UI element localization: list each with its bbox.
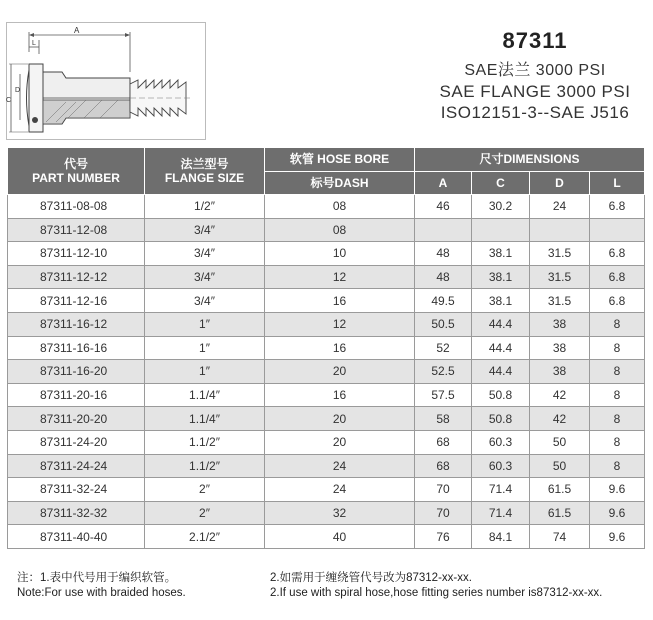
cell-dash: 16 <box>265 336 415 360</box>
header-flange-cn: 法兰型号 <box>180 157 229 171</box>
cell-dim-c: 44.4 <box>472 336 530 360</box>
table-row <box>8 383 645 407</box>
table-row <box>8 242 645 266</box>
cell-dim-l: 8 <box>590 383 645 407</box>
cell-dash: 40 <box>265 525 415 549</box>
cell-dim-l: 9.6 <box>590 525 645 549</box>
header-dash: 标号DASH <box>265 171 415 195</box>
cell-part-number: 87311-16-20 <box>8 360 145 384</box>
cell-dim-d: 42 <box>530 383 590 407</box>
cell-flange-size: 1/2″ <box>145 195 265 219</box>
cell-dim-d: 74 <box>530 525 590 549</box>
cell-dim-l <box>590 218 645 242</box>
cell-part-number: 87311-40-40 <box>8 525 145 549</box>
table-row <box>8 360 645 384</box>
cell-dim-l: 8 <box>590 360 645 384</box>
cell-dash: 20 <box>265 430 415 454</box>
dimensions-table <box>7 147 645 549</box>
cell-dim-a: 70 <box>415 478 472 502</box>
cell-part-number: 87311-12-12 <box>8 265 145 289</box>
cell-dash: 12 <box>265 265 415 289</box>
cell-flange-size: 1″ <box>145 336 265 360</box>
cell-dim-c: 84.1 <box>472 525 530 549</box>
table-row <box>8 407 645 431</box>
cell-dash: 08 <box>265 195 415 219</box>
cell-dim-a: 58 <box>415 407 472 431</box>
note-2-cn: 2.如需用于缠绕管代号改为87312-xx-xx. <box>270 572 472 584</box>
cell-dim-d: 24 <box>530 195 590 219</box>
cell-flange-size: 1″ <box>145 312 265 336</box>
dim-d-label: D <box>15 87 21 94</box>
cell-part-number: 87311-12-16 <box>8 289 145 313</box>
table-row <box>8 336 645 360</box>
cell-part-number: 87311-08-08 <box>8 195 145 219</box>
cell-dim-l: 6.8 <box>590 242 645 266</box>
header-dim-a: A <box>415 171 472 195</box>
table-row <box>8 454 645 478</box>
header-flange-size <box>145 148 265 195</box>
cell-dim-c: 44.4 <box>472 312 530 336</box>
cell-dim-l: 8 <box>590 454 645 478</box>
cell-dash: 20 <box>265 360 415 384</box>
cell-dim-c: 30.2 <box>472 195 530 219</box>
table-row <box>8 478 645 502</box>
cell-flange-size: 1.1/4″ <box>145 383 265 407</box>
table-row <box>8 289 645 313</box>
cell-flange-size: 2″ <box>145 501 265 525</box>
dim-c-label: C <box>6 97 12 104</box>
cell-dim-d: 50 <box>530 430 590 454</box>
table-row <box>8 265 645 289</box>
title-line-1: SAE法兰 3000 PSI <box>464 62 606 79</box>
cell-dim-a: 57.5 <box>415 383 472 407</box>
cell-part-number: 87311-20-20 <box>8 407 145 431</box>
cell-dim-a: 49.5 <box>415 289 472 313</box>
header-dim-c: C <box>472 171 530 195</box>
header-part-en: PART NUMBER <box>32 171 120 185</box>
cell-dim-d: 31.5 <box>530 289 590 313</box>
cell-flange-size: 1″ <box>145 360 265 384</box>
cell-dim-d: 61.5 <box>530 478 590 502</box>
cell-dash: 12 <box>265 312 415 336</box>
cell-dim-l: 6.8 <box>590 289 645 313</box>
cell-flange-size: 1.1/4″ <box>145 407 265 431</box>
cell-dim-a: 46 <box>415 195 472 219</box>
notes-left <box>17 571 186 601</box>
cell-dim-l: 6.8 <box>590 195 645 219</box>
cell-dim-a: 52 <box>415 336 472 360</box>
table-row <box>8 430 645 454</box>
cell-part-number: 87311-32-32 <box>8 501 145 525</box>
cell-dim-d: 38 <box>530 312 590 336</box>
cell-part-number: 87311-24-24 <box>8 454 145 478</box>
product-title-block <box>420 28 650 123</box>
note-1-cn: 注：1.表中代号用于编织软管。 <box>17 572 177 584</box>
cell-dash: 24 <box>265 478 415 502</box>
cell-dim-l: 6.8 <box>590 265 645 289</box>
cell-dim-a: 50.5 <box>415 312 472 336</box>
cell-dim-l: 8 <box>590 430 645 454</box>
cell-dim-d: 31.5 <box>530 265 590 289</box>
dim-a-label: A <box>74 26 80 35</box>
cell-dash: 24 <box>265 454 415 478</box>
cell-dim-a: 68 <box>415 430 472 454</box>
cell-dim-a: 52.5 <box>415 360 472 384</box>
cell-dim-l: 8 <box>590 312 645 336</box>
cell-dim-c <box>472 218 530 242</box>
cell-dim-d: 38 <box>530 360 590 384</box>
cell-dim-d: 50 <box>530 454 590 478</box>
cell-flange-size: 2″ <box>145 478 265 502</box>
cell-flange-size: 3/4″ <box>145 242 265 266</box>
cell-flange-size: 3/4″ <box>145 265 265 289</box>
cell-flange-size: 1.1/2″ <box>145 454 265 478</box>
flange-fitting-diagram <box>6 22 206 140</box>
fitting-drawing <box>6 22 206 140</box>
note-1-en: Note:For use with braided hoses. <box>17 587 186 599</box>
cell-part-number: 87311-32-24 <box>8 478 145 502</box>
cell-dim-a: 68 <box>415 454 472 478</box>
cell-dim-d: 42 <box>530 407 590 431</box>
header-dim-d: D <box>530 171 590 195</box>
cell-flange-size: 3/4″ <box>145 218 265 242</box>
header-dim-l: L <box>590 171 645 195</box>
cell-part-number: 87311-20-16 <box>8 383 145 407</box>
cell-dim-c: 50.8 <box>472 383 530 407</box>
table-row <box>8 501 645 525</box>
cell-dim-c: 71.4 <box>472 478 530 502</box>
title-line-3: ISO12151-3--SAE J516 <box>440 103 630 122</box>
cell-dim-c: 60.3 <box>472 430 530 454</box>
cell-dim-l: 9.6 <box>590 478 645 502</box>
cell-dim-d: 38 <box>530 336 590 360</box>
cell-dim-l: 8 <box>590 407 645 431</box>
header-hose-bore: 软管 HOSE BORE <box>265 148 415 172</box>
cell-dim-a: 48 <box>415 242 472 266</box>
cell-dim-d: 31.5 <box>530 242 590 266</box>
cell-part-number: 87311-16-16 <box>8 336 145 360</box>
table-row <box>8 525 645 549</box>
cell-dim-c: 50.8 <box>472 407 530 431</box>
title-line-2: SAE FLANGE 3000 PSI <box>439 82 631 101</box>
cell-dash: 08 <box>265 218 415 242</box>
cell-dim-c: 38.1 <box>472 242 530 266</box>
cell-dim-d <box>530 218 590 242</box>
cell-dim-a: 76 <box>415 525 472 549</box>
notes-right <box>270 571 602 601</box>
cell-dash: 16 <box>265 383 415 407</box>
cell-dash: 20 <box>265 407 415 431</box>
cell-dim-l: 8 <box>590 336 645 360</box>
cell-dim-c: 38.1 <box>472 289 530 313</box>
cell-dim-d: 61.5 <box>530 501 590 525</box>
cell-dim-c: 44.4 <box>472 360 530 384</box>
cell-dash: 16 <box>265 289 415 313</box>
cell-dim-l: 9.6 <box>590 501 645 525</box>
table-row <box>8 312 645 336</box>
cell-part-number: 87311-24-20 <box>8 430 145 454</box>
cell-flange-size: 2.1/2″ <box>145 525 265 549</box>
cell-dash: 10 <box>265 242 415 266</box>
cell-dim-c: 71.4 <box>472 501 530 525</box>
cell-dim-a <box>415 218 472 242</box>
cell-flange-size: 1.1/2″ <box>145 430 265 454</box>
dim-l-label: L <box>32 40 36 47</box>
cell-part-number: 87311-12-10 <box>8 242 145 266</box>
cell-dim-c: 38.1 <box>472 265 530 289</box>
table-row <box>8 195 645 219</box>
cell-part-number: 87311-12-08 <box>8 218 145 242</box>
header-part-cn: 代号 <box>63 157 88 171</box>
cell-dim-a: 48 <box>415 265 472 289</box>
part-series-title: 87311 <box>502 28 568 53</box>
header-part-number <box>8 148 145 195</box>
cell-dim-c: 60.3 <box>472 454 530 478</box>
cell-dim-a: 70 <box>415 501 472 525</box>
cell-dash: 32 <box>265 501 415 525</box>
header-dimensions: 尺寸DIMENSIONS <box>415 148 645 172</box>
header-flange-en: FLANGE SIZE <box>164 171 245 185</box>
note-2-en: 2.If use with spiral hose,hose fitting series number is87312-xx-xx. <box>270 587 603 599</box>
cell-flange-size: 3/4″ <box>145 289 265 313</box>
table-row <box>8 218 645 242</box>
cell-part-number: 87311-16-12 <box>8 312 145 336</box>
